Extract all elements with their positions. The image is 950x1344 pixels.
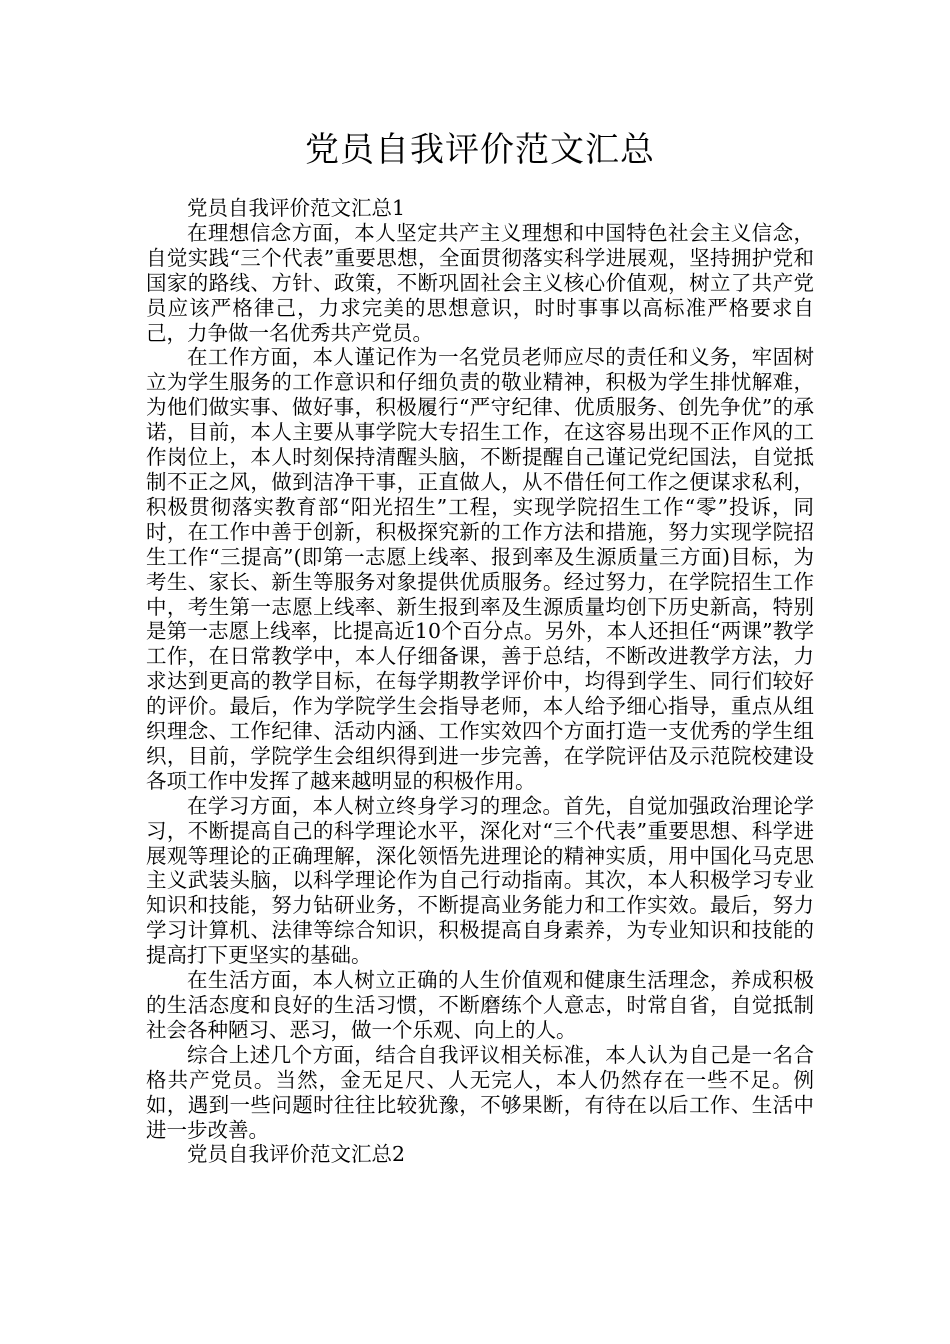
paragraph-work: 在工作方面，本人谨记作为一名党员老师应尽的责任和义务，牢固树立为学生服务的工作意识和仔细负责的敬业精神，积极为学生排忧解难，为他们做实事、做好事，积极履行“严守纪律、优质服务、创先争优”的承诺，目前，本人主要从事学院大专招生工作，在这容易出现不正作风的工作岗位上，本人时刻保持清醒头脑，不断提醒自己谨记党纪国法，自觉抵制不正之风，做到洁净干事，正直做人，从不借任何工作之便谋求私利，积极贯彻落实教育部“阳光招生”工程，实现学院招生工作“零”投诉，同时，在工作中善于创新，积极探究新的工作方法和措施，努力实现学院招生工作“三提高”(即第一志愿上线率、报到率及生源质量三方面)目标，为考生、家长、新生等服务对象提供优质服务。经过努力，在学院招生工作中，考生第一志愿上线率、新生报到率及生源质量均创下历史新高，特别是第一志愿上线率，比提高近10个百分点。另外，本人还担任“两课”教学工作，在日常教学中，本人仔细备课，善于总结，不断改进教学方法，力求达到更高的教学目标，在每学期教学评价中，均得到学生、同行们较好的评价。最后，作为学院学生会指导老师，本人给予细心指导，重点从组织理念、工作纪律、活动内涵、工作实效四个方面打造一支优秀的学生组织，目前，学院学生会组织得到进一步完善，在学院评估及示范院校建设各项工作中发挥了越来越明显的积极作用。 (146, 345, 814, 793)
paragraph-summary: 综合上述几个方面，结合自我评议相关标准，本人认为自己是一名合格共产党员。当然，金无足尺、人无完人，本人仍然存在一些不足。例如，遇到一些问题时往往比较犹豫，不够果断，有待在以后工作、生活中进一步改善。 (146, 1042, 814, 1142)
paragraph-study: 在学习方面，本人树立终身学习的理念。首先，自觉加强政治理论学习，不断提高自己的科学理论水平，深化对“三个代表”重要思想、科学进展观等理论的正确理解，深化领悟先进理论的精神实质，用中国化马克思主义武装头脑，以科学理论作为自己行动指南。其次，本人积极学习专业知识和技能，努力钻研业务，不断提高业务能力和工作实效。最后，努力学习计算机、法律等综合知识，积极提高自身素养，为专业知识和技能的提高打下更坚实的基础。 (146, 793, 814, 968)
document-title: 党员自我评价范文汇总 (305, 130, 655, 170)
section-heading-2: 党员自我评价范文汇总2 (187, 1142, 406, 1167)
document-page (146, 128, 814, 1167)
paragraph-ideals: 在理想信念方面，本人坚定共产主义理想和中国特色社会主义信念，自觉实践“三个代表”重要思想，全面贯彻落实科学进展观，坚持拥护党和国家的路线、方针、政策，不断巩固社会主义核心价值观，树立了共产党员应该严格律己，力求完美的思想意识，时时事事以高标准严格要求自己，力争做一名优秀共产党员。 (146, 220, 814, 345)
paragraph-life: 在生活方面，本人树立正确的人生价值观和健康生活理念，养成积极的生活态度和良好的生活习惯，不断磨练个人意志，时常自省，自觉抵制社会各种陋习、恶习，做一个乐观、向上的人。 (146, 968, 814, 1042)
section-heading-1: 党员自我评价范文汇总1 (187, 196, 406, 220)
